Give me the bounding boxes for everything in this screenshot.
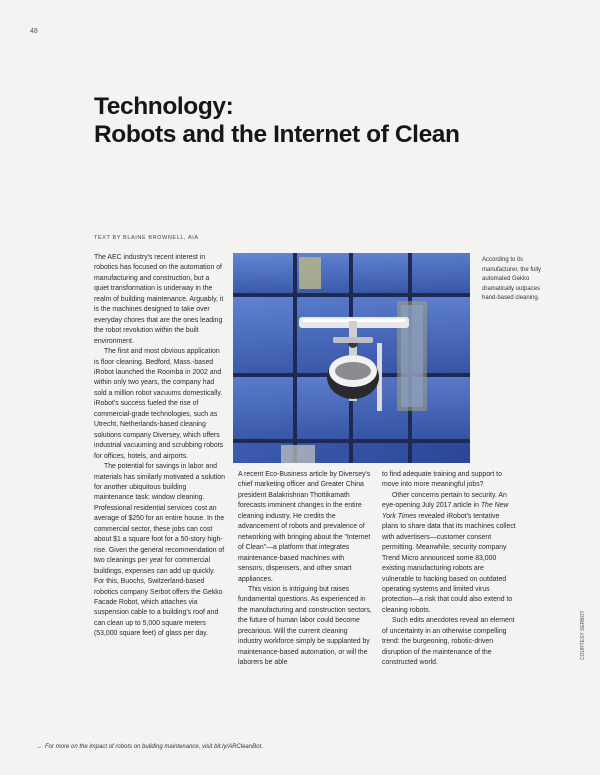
title-line-1: Technology: (94, 93, 234, 120)
title-line-2: Robots and the Internet of Clean (94, 121, 460, 148)
paragraph: A recent Eco-Business article by Diversey's chief marketing officer and Greater China president Balakrishnan Thottikamath forecasts imminent changes in the entire cleaning industry. He credits the advancement of robots and prevalence of networking with bringing about the "Internet of Clean"—a platform that integrates maintenance-based machines with sensors, dispensers, and other smart appliances. (238, 471, 371, 583)
paragraph: The first and most obvious application is floor cleaning. Bedford, Mass.-based iRobot launched the Roomba in 2002 and within only two years, the company had sold a million robot vacuums domestically. iRobot's success fueled the rise of commercial-grade technologies, such as Utrecht, Netherlands-based cleaning solutions company Diversey, which offers industrial vacuuming and scrubbing robots for offices, hotels, and airports. (94, 348, 224, 460)
byline: TEXT BY BLAINE BROWNELL, AIA (94, 235, 199, 241)
page-number: 48 (30, 28, 38, 35)
article-column-1 (94, 253, 226, 640)
article-column-3 (382, 470, 516, 669)
paragraph: The potential for savings in labor and materials has similarly motivated a solution for another ubiquitous building maintenance task: window cleaning. Professional residential services cost an average of $250 for an entire house. In the commercial sector, these jobs can cost about $1 a square foot for a 50-story high-rise. Given the general recommendation of two cleanings per year for commercial buildings, expenses can add up quickly. For this, Buochs, Switzerland-based robotics company Serbot offers the Gekko Facade Robot, which attaches via suspension cable to a building's roof and can clean up to 5,000 square meters (53,000 square feet) of glass per day. (94, 463, 225, 638)
paragraph-text: revealed iRobot's tentative plans to share data that its machines collect with advertisers—customer consent permitting. Meanwhile, security company Trend Micro announced some 83,000 existing manufacturing robots are vulnerable to hacking based on outdated operating systems and limited virus protection—a risk that could also extend to cleaning robots. (382, 512, 516, 614)
publication-name: The New York Times (382, 502, 509, 520)
paragraph: The AEC industry's recent interest in robotics has focused on the automation of manufacturing and construction, but a quiet transformation is underway in the realm of building maintenance. Arguably, it is the machines designed to take over everyday chores that are the ones leading the robot revolution within the built environment. (94, 254, 224, 345)
facade-illustration (233, 253, 470, 463)
photo-caption: According to its manufacturer, the fully automated Gekko dramatically outpaces hand-based cleaning. (482, 257, 542, 302)
paragraph: to find adequate training and support to move into more meaningful jobs? (382, 471, 502, 489)
paragraph (382, 491, 516, 616)
article-column-2 (238, 470, 372, 669)
paragraph: Such edits anecdotes reveal an element of uncertainty in an otherwise compelling trend: the burgeoning, robotic-driven disruption of the maintenance of the constructed world. (382, 617, 515, 667)
paragraph-text: Other concerns pertain to security. An eye-opening July 2017 article in (382, 491, 507, 510)
footnote-text[interactable]: For more on the impact of robots on building maintenance, visit bit.ly/ARCleanBot. (45, 744, 263, 750)
photo-credit: COURTESY SERBOT (580, 610, 586, 660)
page-title (94, 93, 460, 149)
arrow-icon: → (36, 744, 42, 750)
footnote (36, 744, 263, 750)
paragraph: This vision is intriguing but raises fundamental questions. As experienced in the manufacturing and construction sectors, the future of human labor could become precarious. Will the current cleaning industry workforce simply be supplanted by maintenance-based automation, or will the laborers be able (238, 585, 372, 667)
gekko-robot-photo (233, 253, 470, 463)
